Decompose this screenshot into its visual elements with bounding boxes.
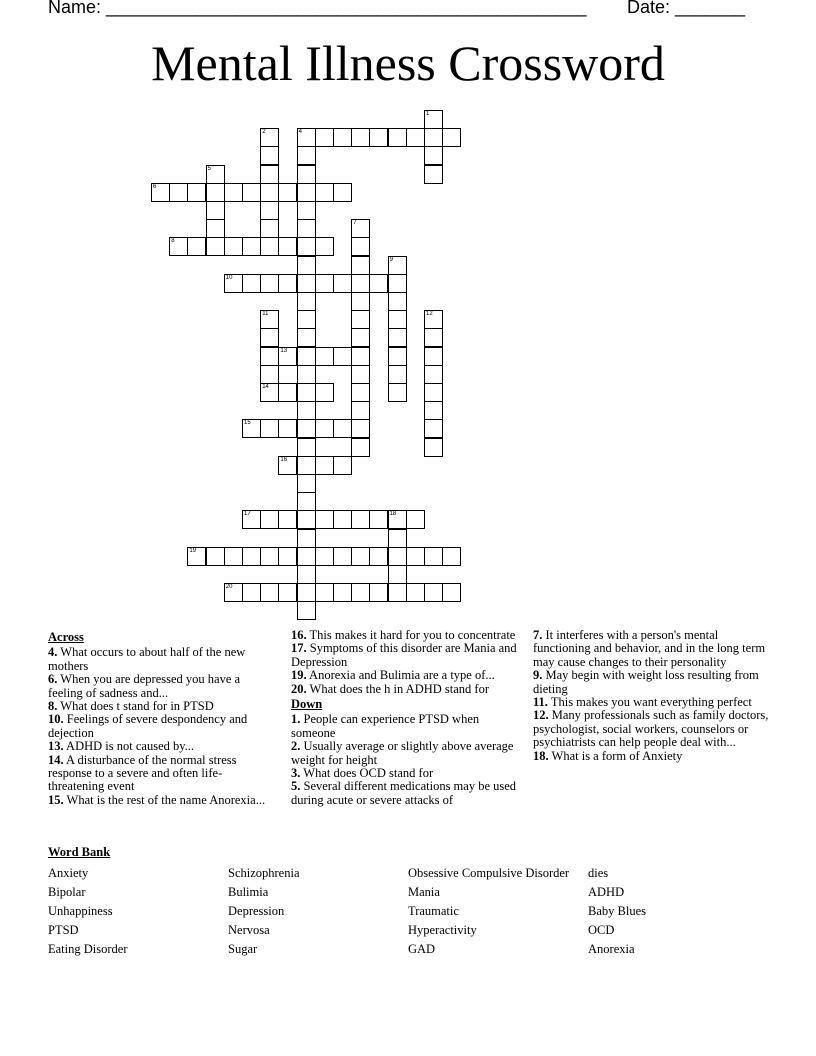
clue-number: 15 — [244, 420, 251, 427]
clue-number: 18 — [389, 511, 397, 518]
clue-text: What does OCD stand for — [300, 766, 434, 781]
crossword-cell[interactable] — [297, 146, 316, 165]
clue-number-label: 17. — [291, 641, 307, 656]
word-bank-item: Unhappiness — [48, 904, 113, 918]
crossword-cell[interactable] — [297, 183, 316, 202]
clue-text: Many professionals such as family doctors, psychologist, social workers, counselors or psychiatrists can help people deal with... — [533, 708, 769, 750]
clue-text: People can experience PTSD when someone — [291, 712, 480, 740]
crossword-cell[interactable] — [187, 547, 206, 566]
crossword-cell[interactable] — [424, 365, 443, 384]
crossword-cell[interactable] — [260, 510, 279, 529]
crossword-cell[interactable] — [424, 165, 443, 184]
crossword-cell[interactable] — [297, 601, 316, 620]
crossword-cell[interactable] — [260, 201, 279, 220]
clue-number-label: 19. — [291, 668, 307, 683]
crossword-cell[interactable] — [297, 328, 316, 347]
word-bank-column — [408, 864, 569, 959]
crossword-cell[interactable] — [260, 328, 279, 347]
clue-number-label: 20. — [291, 681, 307, 696]
crossword-cell[interactable] — [242, 274, 261, 293]
clues-column-3 — [533, 629, 769, 763]
clue-number: 9 — [389, 256, 393, 263]
crossword-cell[interactable] — [424, 383, 443, 402]
crossword-cell[interactable] — [297, 383, 316, 402]
clue-text: What does t stand for in PTSD — [57, 699, 214, 714]
crossword-cell[interactable] — [260, 583, 279, 602]
clue-item — [48, 700, 273, 713]
word-bank-item: OCD — [588, 923, 615, 937]
crossword-cell[interactable] — [242, 583, 261, 602]
crossword-cell[interactable] — [351, 583, 370, 602]
clue-item — [291, 683, 519, 696]
clue-number: 16 — [280, 456, 288, 463]
crossword-cell[interactable] — [442, 128, 461, 147]
crossword-cell[interactable] — [297, 510, 316, 529]
crossword-cell[interactable] — [260, 365, 279, 384]
clue-item — [291, 629, 519, 642]
clue-number: 4 — [298, 129, 302, 136]
crossword-cell[interactable] — [206, 165, 225, 184]
date-field[interactable]: Date: _______ — [627, 0, 746, 17]
clue-number: 19 — [189, 547, 197, 554]
word-bank-item: Depression — [228, 904, 285, 918]
clue-item — [533, 629, 769, 669]
word-bank-title: Word Bank — [48, 845, 111, 859]
clue-item — [48, 794, 273, 807]
crossword-cell[interactable] — [388, 565, 407, 584]
crossword-cell[interactable] — [424, 583, 443, 602]
crossword-cell[interactable] — [406, 583, 425, 602]
crossword-cell[interactable] — [369, 583, 388, 602]
clue-number-label: 10. — [48, 712, 64, 727]
word-bank-item: PTSD — [48, 923, 79, 937]
crossword-cell[interactable] — [333, 183, 352, 202]
clue-number-label: 13. — [48, 739, 64, 754]
word-bank-item: Bulimia — [228, 885, 269, 899]
crossword-cell[interactable] — [424, 328, 443, 347]
crossword-cell[interactable] — [187, 183, 206, 202]
clue-number-label: 3. — [291, 766, 301, 781]
crossword-cell[interactable] — [351, 401, 370, 420]
clue-number-label: 11. — [533, 695, 548, 710]
word-bank-item: Schizophrenia — [228, 866, 300, 880]
crossword-cell[interactable] — [224, 183, 243, 202]
crossword-cell[interactable] — [242, 183, 261, 202]
crossword-cell[interactable] — [333, 128, 352, 147]
crossword-cell[interactable] — [315, 510, 334, 529]
crossword-cell[interactable] — [388, 347, 407, 366]
clue-number: 14 — [262, 384, 269, 390]
crossword-cell[interactable] — [260, 383, 279, 402]
clue-item — [533, 696, 769, 709]
clue-number: 13 — [280, 347, 288, 354]
clue-item — [291, 767, 519, 780]
name-field[interactable]: Name: ________________________________________________ — [48, 0, 587, 17]
clue-number-label: 14. — [48, 752, 64, 767]
crossword-cell[interactable] — [333, 274, 352, 293]
word-bank-column — [588, 864, 646, 959]
crossword-cell[interactable] — [351, 347, 370, 366]
crossword-cell[interactable] — [424, 347, 443, 366]
clue-text: What occurs to about half of the new mothers — [48, 645, 246, 673]
clue-text: Anorexia and Bulimia are a type of... — [306, 668, 495, 683]
clue-number-label: 8. — [48, 699, 58, 714]
word-bank-column — [228, 864, 300, 959]
crossword-cell[interactable] — [369, 128, 388, 147]
crossword-cell[interactable] — [278, 456, 297, 475]
clue-item — [291, 780, 519, 807]
crossword-cell[interactable] — [351, 365, 370, 384]
crossword-cell[interactable] — [351, 510, 370, 529]
clue-text: May begin with weight loss resulting from dieting — [533, 668, 759, 696]
clue-item — [48, 740, 273, 753]
crossword-cell[interactable] — [297, 492, 316, 511]
clue-item — [291, 669, 519, 682]
crossword-cell[interactable] — [406, 128, 425, 147]
crossword-cell[interactable] — [297, 274, 316, 293]
crossword-cell[interactable] — [260, 547, 279, 566]
clue-item — [291, 740, 519, 767]
crossword-cell[interactable] — [297, 347, 316, 366]
crossword-cell[interactable] — [351, 419, 370, 438]
crossword-cell[interactable] — [242, 510, 261, 529]
crossword-cell[interactable] — [351, 383, 370, 402]
crossword-cell[interactable] — [278, 419, 297, 438]
crossword-cell[interactable] — [297, 256, 316, 275]
clue-text: Several different medications may be used during acute or severe attacks of — [291, 779, 517, 807]
clue-number-label: 1. — [291, 712, 301, 727]
clue-number-label: 4. — [48, 645, 58, 660]
clue-text: Feelings of severe despondency and dejection — [48, 712, 248, 740]
crossword-cell[interactable] — [406, 547, 425, 566]
clue-text: This makes it hard for you to concentrate — [306, 628, 516, 642]
clue-text: A disturbance of the normal stress response to a severe and often life-threatening event — [48, 752, 237, 794]
crossword-cell[interactable] — [315, 237, 334, 256]
crossword-cell[interactable] — [442, 547, 461, 566]
crossword-cell[interactable] — [388, 292, 407, 311]
word-bank-item: Nervosa — [228, 923, 270, 937]
clue-item — [48, 713, 273, 740]
clue-number: 7 — [353, 220, 357, 227]
clue-number: 5 — [207, 165, 211, 172]
clue-number-label: 2. — [291, 739, 301, 754]
crossword-cell[interactable] — [388, 365, 407, 384]
down-clue-list — [291, 713, 519, 807]
across-clue-list-continued — [291, 629, 519, 696]
crossword-cell[interactable] — [278, 274, 297, 293]
down-heading: Down — [291, 697, 323, 712]
crossword-cell[interactable] — [424, 547, 443, 566]
crossword-cell[interactable] — [333, 547, 352, 566]
crossword-cell[interactable] — [260, 310, 279, 329]
crossword-cell[interactable] — [297, 365, 316, 384]
crossword-cell[interactable] — [424, 419, 443, 438]
clue-item — [533, 669, 769, 696]
clue-item — [291, 642, 519, 669]
word-bank-column — [48, 864, 128, 959]
clues-column-1 — [48, 629, 273, 807]
crossword-cell[interactable] — [424, 401, 443, 420]
clue-number-label: 16. — [291, 628, 307, 642]
clue-number-label: 9. — [533, 668, 543, 683]
crossword-cell[interactable] — [151, 183, 170, 202]
crossword-cell[interactable] — [278, 510, 297, 529]
crossword-cell[interactable] — [351, 237, 370, 256]
crossword-cell[interactable] — [333, 419, 352, 438]
clue-text: It interferes with a person's mental functioning and behavior, and in the long term may cause changes to their personality — [533, 628, 766, 669]
crossword-cell[interactable] — [278, 547, 297, 566]
clue-number: 8 — [171, 238, 175, 245]
clue-number: 11 — [262, 311, 269, 318]
word-bank-item: GAD — [408, 942, 436, 956]
word-bank-item: dies — [588, 866, 609, 880]
down-clue-list-continued — [533, 629, 769, 763]
crossword-cell[interactable] — [315, 419, 334, 438]
crossword-cell[interactable] — [333, 347, 352, 366]
crossword-cell[interactable] — [351, 219, 370, 238]
crossword-cell[interactable] — [297, 456, 316, 475]
crossword-cell[interactable] — [260, 183, 279, 202]
crossword-cell[interactable] — [351, 438, 370, 457]
crossword-cell[interactable] — [406, 510, 425, 529]
crossword-cell[interactable] — [297, 219, 316, 238]
word-bank-item: Anxiety — [48, 866, 89, 880]
crossword-cell[interactable] — [260, 219, 279, 238]
clue-text: What is the rest of the name Anorexia... — [63, 792, 266, 807]
crossword-cell[interactable] — [206, 237, 225, 256]
clue-number: 12 — [426, 311, 433, 318]
crossword-cell[interactable] — [351, 328, 370, 347]
crossword-cell[interactable] — [206, 183, 225, 202]
crossword-cell[interactable] — [297, 474, 316, 493]
crossword-cell[interactable] — [278, 237, 297, 256]
crossword-cell[interactable] — [351, 274, 370, 293]
crossword-cell[interactable] — [169, 183, 188, 202]
crossword-cell[interactable] — [424, 110, 443, 129]
crossword-cell[interactable] — [315, 547, 334, 566]
crossword-cell[interactable] — [297, 128, 316, 147]
word-bank-item: ADHD — [588, 885, 625, 899]
clue-item — [291, 713, 519, 740]
crossword-cell[interactable] — [242, 547, 261, 566]
crossword-cell[interactable] — [260, 165, 279, 184]
word-bank-item: Baby Blues — [588, 904, 646, 918]
crossword-cell[interactable] — [351, 292, 370, 311]
clue-number-label: 5. — [291, 779, 301, 794]
crossword-cell[interactable] — [442, 583, 461, 602]
word-bank-item: Anorexia — [588, 942, 635, 956]
crossword-cell[interactable] — [333, 583, 352, 602]
crossword-cell[interactable] — [278, 383, 297, 402]
crossword-cell[interactable] — [388, 310, 407, 329]
crossword-cell[interactable] — [388, 274, 407, 293]
clue-number: 1 — [426, 111, 430, 117]
crossword-cell[interactable] — [369, 510, 388, 529]
crossword-cell[interactable] — [224, 274, 243, 293]
clue-item — [533, 709, 769, 749]
crossword-cell[interactable] — [351, 310, 370, 329]
clue-text: This makes you want everything perfect — [547, 695, 752, 710]
crossword-cell[interactable] — [315, 183, 334, 202]
clue-item — [48, 754, 273, 794]
crossword-cell[interactable] — [206, 547, 225, 566]
crossword-cell[interactable] — [260, 128, 279, 147]
crossword-cell[interactable] — [242, 419, 261, 438]
crossword-cell[interactable] — [388, 583, 407, 602]
crossword-cell[interactable] — [278, 347, 297, 366]
page-title: Mental Illness Crossword — [151, 35, 665, 91]
word-bank-item: Traumatic — [408, 904, 459, 918]
clue-number: 6 — [153, 183, 157, 190]
crossword-cell[interactable] — [351, 128, 370, 147]
crossword-cell[interactable] — [315, 456, 334, 475]
crossword-cell[interactable] — [297, 419, 316, 438]
crossword-cell[interactable] — [388, 529, 407, 548]
crossword-cell[interactable] — [424, 438, 443, 457]
crossword-cell[interactable] — [315, 583, 334, 602]
crossword-cell[interactable] — [424, 146, 443, 165]
crossword-cell[interactable] — [278, 183, 297, 202]
crossword-cell[interactable] — [297, 292, 316, 311]
crossword-cell[interactable] — [297, 401, 316, 420]
clue-text: When you are depressed you have a feeling of sadness and... — [48, 672, 241, 700]
clue-text: Symptoms of this disorder are Mania and Depression — [291, 641, 517, 669]
crossword-cell[interactable] — [315, 383, 334, 402]
crossword-cell[interactable] — [278, 583, 297, 602]
crossword-cell[interactable] — [333, 456, 352, 475]
word-bank-item: Bipolar — [48, 885, 86, 899]
clue-number: 10 — [225, 274, 233, 281]
crossword-cell[interactable] — [315, 274, 334, 293]
crossword-cell[interactable] — [333, 510, 352, 529]
crossword-cell[interactable] — [169, 237, 188, 256]
crossword-cell[interactable] — [315, 128, 334, 147]
crossword-cell[interactable] — [351, 256, 370, 275]
clue-number-label: 18. — [533, 748, 549, 763]
clue-number-label: 7. — [533, 628, 543, 642]
clue-item — [48, 673, 273, 700]
crossword-cell[interactable] — [315, 347, 334, 366]
clue-number-label: 15. — [48, 792, 64, 807]
crossword-cell[interactable] — [260, 146, 279, 165]
clue-text: What does the h in ADHD stand for — [306, 681, 490, 696]
word-bank-item: Hyperactivity — [408, 923, 477, 937]
crossword-cell[interactable] — [297, 529, 316, 548]
clue-number: 20 — [225, 584, 233, 591]
crossword-cell[interactable] — [297, 310, 316, 329]
crossword-cell[interactable] — [206, 219, 225, 238]
crossword-cell[interactable] — [260, 237, 279, 256]
crossword-cell[interactable] — [351, 547, 370, 566]
word-bank-item: Obsessive Compulsive Disorder — [408, 866, 570, 880]
crossword-cell[interactable] — [424, 310, 443, 329]
word-bank-item: Mania — [408, 885, 440, 899]
clue-number-label: 12. — [533, 708, 549, 723]
crossword-cell[interactable] — [224, 583, 243, 602]
clue-number: 2 — [262, 129, 266, 136]
crossword-cell[interactable] — [224, 547, 243, 566]
crossword-cell[interactable] — [297, 165, 316, 184]
clue-number-label: 6. — [48, 672, 58, 687]
clues-column-2 — [291, 629, 519, 807]
crossword-cell[interactable] — [260, 274, 279, 293]
crossword-cell[interactable] — [369, 547, 388, 566]
crossword-cell[interactable] — [297, 583, 316, 602]
clue-item — [48, 646, 273, 673]
crossword-cell[interactable] — [297, 547, 316, 566]
crossword-cell[interactable] — [388, 256, 407, 275]
crossword-cell[interactable] — [297, 565, 316, 584]
clue-text: Usually average or slightly above average weight for height — [291, 739, 514, 767]
crossword-cell[interactable] — [388, 547, 407, 566]
clue-item — [533, 750, 769, 763]
word-bank-item: Eating Disorder — [48, 942, 128, 956]
crossword-cell[interactable] — [388, 128, 407, 147]
crossword-cell[interactable] — [260, 419, 279, 438]
crossword-cell[interactable] — [297, 438, 316, 457]
crossword-cell[interactable] — [424, 128, 443, 147]
crossword-cell[interactable] — [206, 201, 225, 220]
crossword-cell[interactable] — [224, 237, 243, 256]
across-heading: Across — [48, 630, 84, 644]
crossword-cell[interactable] — [369, 274, 388, 293]
crossword-cell[interactable] — [388, 383, 407, 402]
crossword-cell[interactable] — [187, 237, 206, 256]
crossword-cell[interactable] — [388, 510, 407, 529]
crossword-cell[interactable] — [297, 237, 316, 256]
crossword-cell[interactable] — [388, 328, 407, 347]
word-bank-item: Sugar — [228, 942, 258, 956]
crossword-cell[interactable] — [297, 201, 316, 220]
clue-text: What is a form of Anxiety — [548, 748, 683, 763]
across-clue-list — [48, 646, 273, 807]
crossword-cell[interactable] — [260, 347, 279, 366]
crossword-cell[interactable] — [242, 237, 261, 256]
clue-number: 17 — [244, 511, 251, 518]
clue-text: ADHD is not caused by... — [63, 739, 195, 754]
